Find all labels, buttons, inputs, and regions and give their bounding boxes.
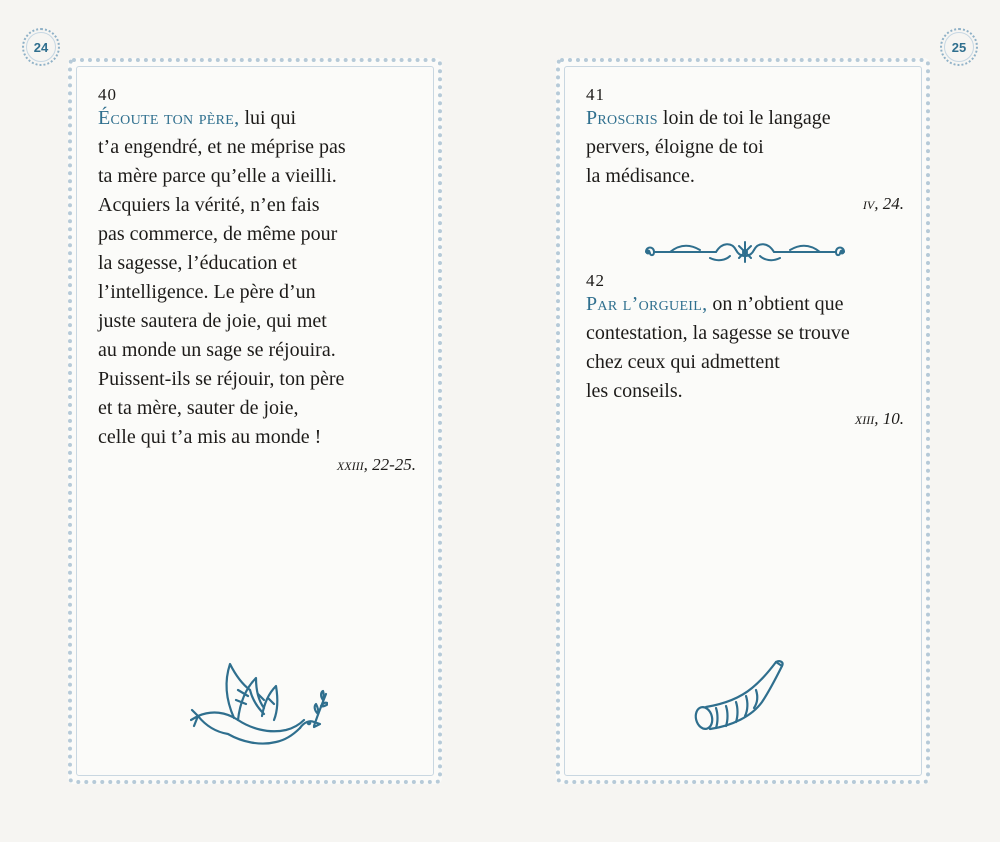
- entry-number: 42: [586, 271, 605, 290]
- page-number-badge-left: [22, 28, 60, 66]
- entry-line: au monde un sage se réjouira.: [98, 339, 336, 361]
- page-number-left: 24: [26, 32, 56, 62]
- entry-line: pervers, éloigne de toi: [586, 136, 764, 158]
- entry-lead: Écoute ton père,: [98, 107, 240, 129]
- entry-number: 40: [98, 85, 117, 104]
- shofar-horn-icon: [690, 658, 802, 734]
- entry-lead: Proscris: [586, 107, 658, 129]
- scripture-reference: [586, 193, 904, 215]
- entry-line: [586, 290, 904, 319]
- entry-line: [586, 104, 904, 133]
- entry-number: 41: [586, 85, 605, 104]
- entry-line: l’intelligence. Le père d’un: [98, 281, 316, 303]
- reference-chapter: xiii: [854, 409, 875, 428]
- reference-verse: , 10.: [874, 409, 904, 428]
- entry-line-text: loin de toi le langage: [657, 107, 831, 129]
- entry-text: [586, 290, 904, 406]
- entry-line: Puissent-ils se réjouir, ton père: [98, 368, 345, 390]
- entry-line: la sagesse, l’éducation et: [98, 252, 297, 274]
- reference-chapter: iv: [862, 194, 875, 213]
- proverb-entry-42: [586, 272, 904, 430]
- page-number-right: 25: [944, 32, 974, 62]
- scripture-reference: [98, 454, 416, 476]
- entry-lead: Par l’orgueil,: [586, 293, 708, 315]
- entry-line-text: on n’obtient que: [707, 293, 844, 315]
- reference-verse: , 22-25.: [363, 455, 416, 474]
- entry-line: ta mère parce qu’elle a vieilli.: [98, 165, 337, 187]
- entry-text: [98, 104, 416, 452]
- scroll-ornament-icon: [640, 238, 850, 266]
- left-page-frame: [68, 58, 442, 784]
- entry-line: celle qui t’a mis au monde !: [98, 426, 322, 448]
- scripture-reference: [586, 408, 904, 430]
- entry-line: contestation, la sagesse se trouve: [586, 322, 850, 344]
- entry-line: Acquiers la vérité, n’en fais: [98, 194, 320, 216]
- entry-line: et ta mère, sauter de joie,: [98, 397, 299, 419]
- entry-line: chez ceux qui admettent: [586, 351, 780, 373]
- entry-line: [98, 104, 416, 133]
- entry-text: [586, 104, 904, 191]
- entry-line-text: lui qui: [239, 107, 297, 129]
- entry-line: t’a engendré, et ne méprise pas: [98, 136, 346, 158]
- entry-line: les conseils.: [586, 380, 683, 402]
- proverb-entry-41: [586, 86, 904, 215]
- page-number-badge-right: [940, 28, 978, 66]
- proverb-entry-40: [98, 86, 416, 476]
- entry-line: pas commerce, de même pour: [98, 223, 338, 245]
- reference-verse: , 24.: [874, 194, 904, 213]
- entry-line: juste sautera de joie, qui met: [98, 310, 327, 332]
- reference-chapter: xxiii: [336, 455, 364, 474]
- right-page-frame: [556, 58, 930, 784]
- dove-with-olive-branch-icon: [190, 654, 328, 758]
- entry-line: la médisance.: [586, 165, 695, 187]
